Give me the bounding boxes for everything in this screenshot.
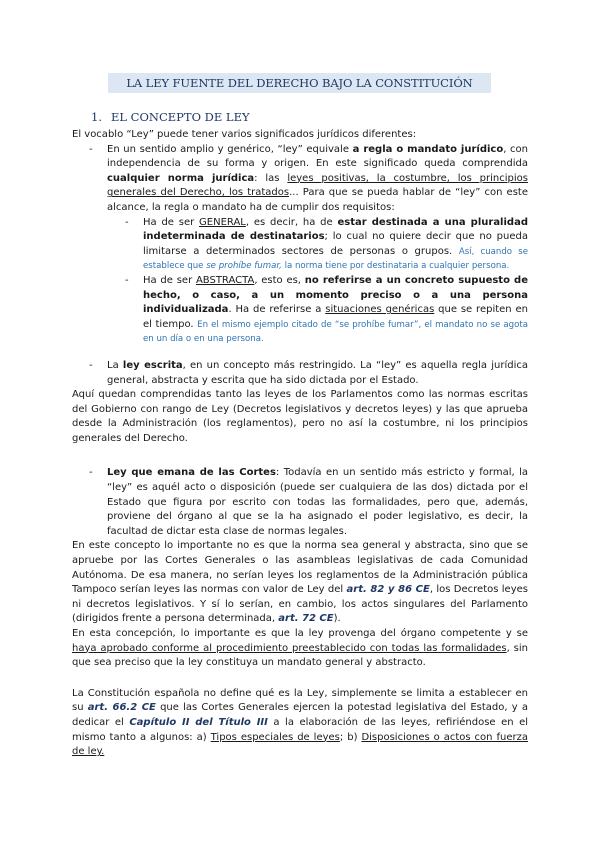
subbullet-abstracta: - Ha de ser ABSTRACTA, esto es, no referirse a un concreto supuesto de hecho, o caso, a un momento preciso o a una persona individualizada. Ha de referirse a situaciones genéricas que se repiten en el tiempo. En el mismo ejemplo citado de “se prohíbe fumar”, el mandato no se agota en un día o en una persona. [125,274,528,345]
bullet-marker: - [89,143,93,155]
section-title: EL CONCEPTO DE LEY [111,110,250,124]
paragraph-concepcion: En esta concepción, lo importante es que la ley provenga del órgano competente y se haya aprobado conforme al procedimiento preestablecido con todas las formalidades, sin que sea preciso que la ley constituya un mandato general y abstracto. [72,628,528,669]
document-title: LA LEY FUENTE DEL DERECHO BAJO LA CONSTITUCIÓN [108,73,491,93]
article-ref: art. 82 y 86 CE [346,584,430,596]
bullet-marker: - [89,359,93,371]
bullet-marker: - [125,274,129,286]
bullet-ley-escrita: - La ley escrita, en un concepto más restringido. La “ley” es aquella regla jurídica general, abstracta y escrita que ha sido dictada por el Estado. [89,359,528,386]
chapter-ref: Capítulo II del Título III [129,716,268,728]
bullet-general-sense: - En un sentido amplio y genérico, “ley” equivale a regla o mandato jurídico, con independencia de su forma y origen. En este significado queda comprendida cualquier norma jurídica: las leyes positivas, la costumbre, los principios generales del Derecho, los tratados... Para que se pueda hablar de “ley” con este alcance, la regla o mandato ha de cumplir dos requisitos: [89,143,529,213]
bullet-marker: - [89,467,93,479]
paragraph-concepto: En este concepto lo importante no es que la norma sea general y abstracta, sino que se apruebe por las Cortes Generales o las asambleas legislativas de cada Comunidad Autónoma. De esa manera, no serían leyes los reglamentos de la Administración pública Tampoco serían leyes las normas con valor de Ley del art. 82 y 86 CE, los Decretos leyes ni decretos legislativos. Y sí lo serían, en cambio, los actos singulares del Parlamento (dirigidos frente a persona determinada, art. 72 CE). [72,540,528,625]
example-note: Así, cuando se establece que [143,246,528,272]
example-note: En el mismo ejemplo citado de “se prohíbe fumar”, el mandato no se agota en un día o en una persona. [143,319,528,345]
intro-paragraph: El vocablo “Ley” puede tener varios significados jurídicos diferentes: [72,129,417,140]
article-ref: art. 66.2 CE [87,702,156,714]
section-heading [91,110,250,124]
paragraph-constitucion: La Constitución española no define qué es la Ley, simplemente se limita a establecer en su art. 66.2 CE que las Cortes Generales ejercen la potestad legislativa del Estado, y a dedicar el Capítulo II del Título III a la elaboración de las leyes, refiriéndose en el mismo tanto a algunos: a) Tipos especiales de leyes; b) Disposiciones o actos con fuerza de ley. [72,687,529,758]
article-ref: art. 72 CE [278,613,334,625]
document-body [72,128,528,760]
paragraph-aqui: Aquí quedan comprendidas tanto las leyes de los Parlamentos como las normas escritas del Gobierno con rango de Ley (Decretos legislativos y decretos leyes) y las que aprueba desde la Administración (los reglamentos), pero no así la costumbre, ni los principios generales del Derecho. [72,389,528,444]
bullet-marker: - [125,216,129,228]
bullet-ley-cortes: - Ley que emana de las Cortes: Todavía en un sentido más estricto y formal, la “ley” es aquél acto o disposición (puede ser cualquiera de las dos) dictada por el Estado que figura por escrito con todas las formalidades, pero que, además, proviene del órgano al que se la ha asignado el poder legislativo, es decir, la facultad de dictar esta clase de normas legales. [89,467,528,537]
section-number: 1. [91,110,102,124]
subbullet-general: - Ha de ser GENERAL, es decir, ha de estar destinada a una pluralidad indeterminada de destinatarios; lo cual no quiere decir que no pueda limitarse a determinados sectores de personas o grupos. Así, cuando se establece que se prohíbe fumar, la norma tiene por destinataria a cualquier persona. [125,216,528,272]
